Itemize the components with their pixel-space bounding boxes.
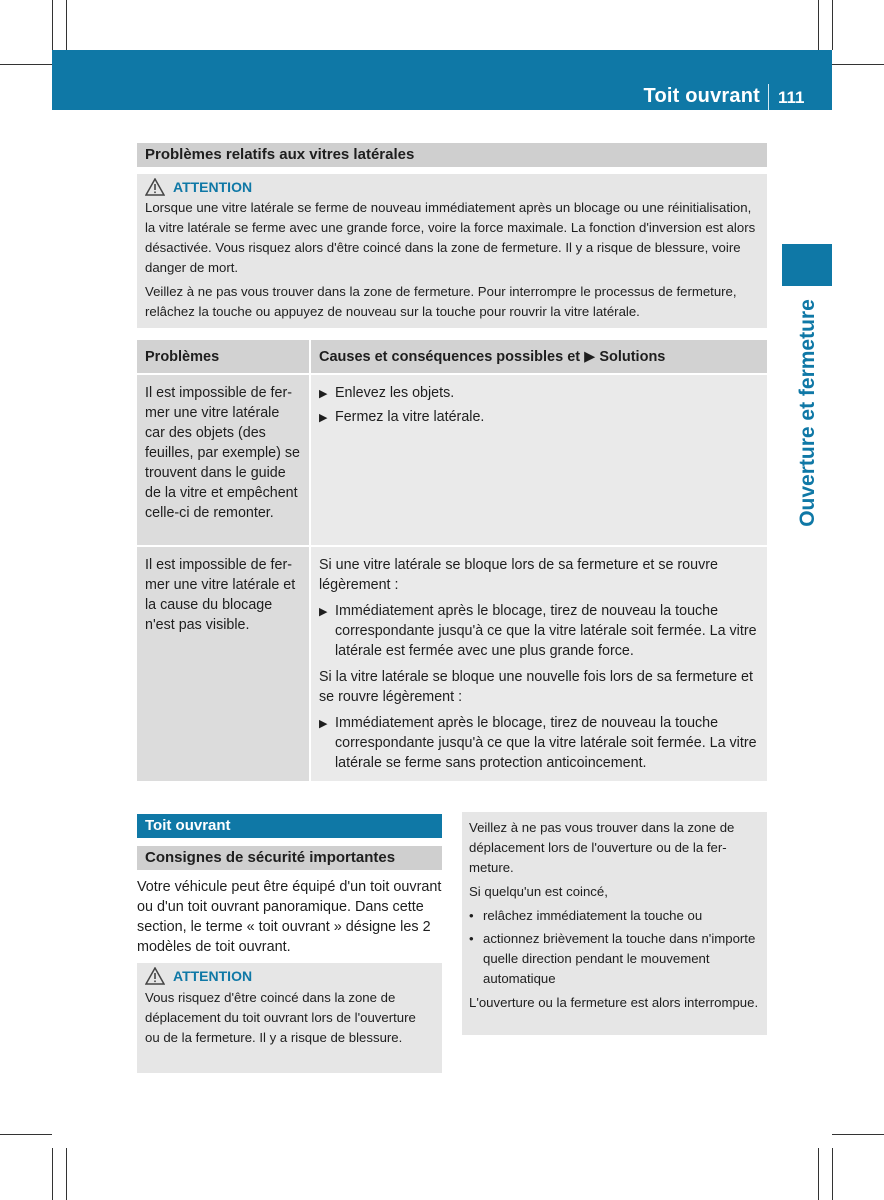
bullet-icon: • — [469, 908, 474, 923]
problem-cell: Il est impossible de fermer une vitre latérale et la cause du blocage n'est pas visible. — [137, 547, 311, 781]
bullet-icon: • — [469, 931, 474, 946]
condition-text: Si une vitre latérale se bloque lors de sa fermeture et se rouvre légèrement : — [319, 557, 718, 593]
step-arrow-icon: ▶ — [319, 412, 328, 424]
section-heading-side-windows: Problèmes relatifs aux vitres latérales — [137, 143, 767, 167]
solution-cell — [311, 375, 767, 547]
warning-triangle-icon — [145, 967, 165, 985]
table-row — [137, 547, 767, 781]
problems-table — [137, 340, 767, 781]
condition-text: Si la vitre latérale se bloque une nouvelle fois lors de sa fermeture et se rouvre légèrement : — [319, 669, 753, 705]
warning-triangle-icon — [145, 178, 165, 196]
list-item — [469, 929, 759, 989]
page-number: 111 — [778, 88, 805, 107]
warning-heading-label: ATTENTION — [173, 968, 253, 984]
crop-mark — [52, 1148, 53, 1200]
warning-box-side-windows — [137, 174, 767, 328]
crop-mark — [0, 1134, 52, 1135]
crop-mark — [832, 64, 884, 65]
list-item — [469, 906, 759, 926]
continuation-paragraph: L'ouverture ou la fermeture est alors interrompue. — [469, 995, 759, 1010]
warning-paragraph: Vous risquez d'être coincé dans la zone de déplacement du toit ouvrant lors de l'ouverture ou de la fermeture. Il y a risque de blessure. — [145, 990, 416, 1045]
warning-continuation-box — [462, 812, 767, 1035]
crop-mark — [818, 0, 819, 50]
continuation-paragraph: Si quelqu'un est coincé, — [469, 884, 608, 899]
step-text: Fermez la vitre latérale. — [335, 409, 485, 425]
solution-step — [319, 407, 759, 428]
sunroof-intro-text: Votre véhicule peut être équipé d'un toit ouvrant ou d'un toit ouvrant panoramique. Dans cette section, le terme « toit ouvrant » désigne les 2 modèles de toit ouvrant. — [137, 879, 442, 955]
action-list — [469, 906, 759, 989]
warning-heading — [145, 967, 434, 985]
crop-mark — [832, 1148, 833, 1200]
table-row — [137, 375, 767, 547]
crop-mark — [66, 1148, 67, 1200]
solution-step — [319, 383, 759, 404]
crop-mark — [818, 1148, 819, 1200]
warning-paragraph: Lorsque une vitre latérale se ferme de nouveau immédiatement après un blocage ou une réinitialisation, la vitre latérale se ferme avec une grande force, voire la force maximale. La fonction d'inversion est alors désactivée. Vous risquez alors d'être coincé dans la zone de fermeture. Il y a risque de blessure, voire danger de mort. — [145, 200, 756, 275]
header-separator — [768, 84, 769, 110]
crop-mark — [52, 0, 53, 50]
solution-cell — [311, 547, 767, 781]
crop-mark — [0, 64, 52, 65]
page-title: Toit ouvrant — [643, 85, 760, 107]
warning-box-sunroof — [137, 963, 442, 1073]
step-arrow-icon: ▶ — [319, 718, 328, 730]
step-text: Immédiatement après le blocage, tirez de nouveau la touche correspondante jusqu'à ce que la vitre latérale soit fermée. La vitre latérale se ferme sans protection anticoincement. — [335, 715, 757, 771]
list-item-text: actionnez brièvement la touche dans n'importe quelle direction pendant le mouvement automatique — [483, 931, 756, 986]
problem-cell: Il est impossible de fermer une vitre latérale car des objets (des feuilles, par exemple) se trouvent dans le guide de la vitre et empêchent celle-ci de remonter. — [137, 375, 311, 547]
step-text: Immédiatement après le blocage, tirez de nouveau la touche correspondante jusqu'à ce que la vitre latérale soit fermée. La vitre latérale est fermée avec une plus grande force. — [335, 603, 757, 659]
warning-paragraph: Veillez à ne pas vous trouver dans la zone de fermeture. Pour interrompre le processus de fermeture, relâchez la touche ou appuyez de nouveau sur la touche pour rouvrir la vitre latérale. — [145, 284, 737, 319]
step-arrow-icon: ▶ — [319, 388, 328, 400]
continuation-paragraph: Veillez à ne pas vous trouver dans la zone de déplacement lors de l'ouverture ou de la fermeture. — [469, 820, 735, 875]
crop-mark — [832, 1134, 884, 1135]
subsection-heading-safety: Consignes de sécurité importantes — [137, 846, 442, 870]
step-arrow-icon: ▶ — [319, 606, 328, 618]
chapter-side-label: Ouverture et fermeture — [796, 299, 819, 527]
solution-step — [319, 601, 759, 661]
step-text: Enlevez les objets. — [335, 385, 455, 401]
section-heading-sunroof: Toit ouvrant — [137, 814, 442, 838]
warning-heading — [145, 178, 759, 196]
crop-mark — [66, 0, 67, 50]
warning-heading-label: ATTENTION — [173, 179, 253, 195]
table-header-problems: Problèmes — [137, 340, 311, 375]
table-header-causes-solutions: Causes et conséquences possibles et ▶ Solutions — [311, 340, 767, 375]
chapter-tab-marker — [782, 244, 832, 286]
crop-mark — [832, 0, 833, 50]
list-item-text: relâchez immédiatement la touche ou — [483, 908, 703, 923]
solution-step — [319, 713, 759, 773]
